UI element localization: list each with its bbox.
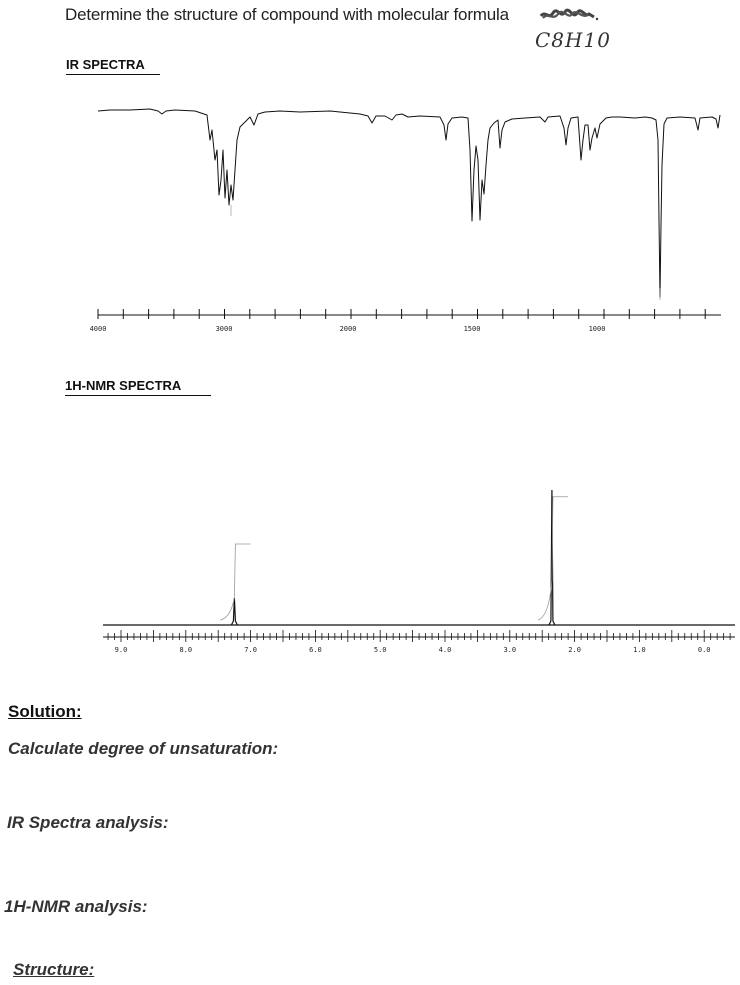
nmr-tick-label: 3.0	[503, 646, 517, 654]
nmr-tick-label: 8.0	[179, 646, 193, 654]
ir-label-text: IR SPECTRA	[66, 57, 145, 72]
nmr-tick-label: 7.0	[244, 646, 257, 654]
nmr-tick-labels-group	[115, 646, 711, 654]
nmr-tick-label: 1.0	[633, 646, 646, 654]
prompt-degree-unsaturation: Calculate degree of unsaturation:	[8, 739, 279, 758]
ir-tick-label: 1000	[588, 325, 606, 333]
handwritten-formula: C8H10	[535, 28, 611, 52]
nmr-tick-label: 9.0	[114, 646, 128, 654]
nmr-tick-label: 4.0	[438, 646, 452, 654]
nmr-tick-label: 5.0	[373, 646, 387, 654]
prompt-structure: Structure:	[13, 960, 95, 979]
ir-tick-label: 4000	[89, 325, 107, 333]
solution-heading: Solution:	[8, 702, 82, 721]
nmr-peaks-group	[220, 490, 568, 625]
nmr-ticks-group	[108, 630, 730, 642]
nmr-tick-label: 2.0	[568, 646, 581, 654]
ir-tick-label: 3000	[215, 325, 233, 333]
prompt-nmr-analysis: 1H-NMR analysis:	[4, 897, 148, 916]
nmr-label-text: 1H-NMR SPECTRA	[65, 378, 182, 393]
ir-tick-label: 2000	[339, 325, 357, 333]
nmr-tick-label: 0.0	[697, 646, 711, 654]
prompt-ir-analysis: IR Spectra analysis:	[7, 813, 169, 832]
ir-tick-label: 1500	[463, 325, 481, 333]
nmr-tick-label: 6.0	[309, 646, 322, 654]
question-text: Determine the structure of compound with molecular formula	[65, 5, 509, 24]
nmr-peak	[231, 598, 237, 625]
